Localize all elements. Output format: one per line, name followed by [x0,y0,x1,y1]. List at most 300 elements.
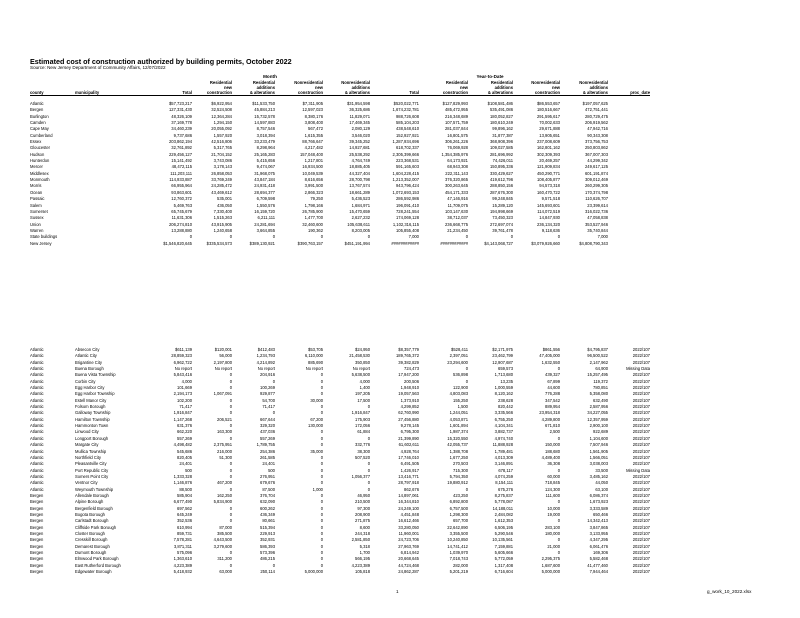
value-cell: 44,724,468 [398,562,419,568]
value-cell: 4,498,482 [173,442,192,448]
county-cell: Bergen [30,499,44,505]
value-cell: 270,503 [453,461,468,467]
value-cell: 437,036 [260,429,275,435]
value-cell: 42,055,737 [447,442,468,448]
value-cell: 1,217,801 [304,158,323,164]
value-cell: 3,333,589 [589,505,608,511]
value-cell: 678,117 [498,467,513,473]
value-cell: 32,524,508 [211,107,232,113]
municipality-cell: East Rutherford Borough [75,562,121,568]
value-cell: 715,300 [453,467,468,473]
value-cell: 352,536 [177,518,192,524]
value-cell: No report [257,366,275,372]
value-cell: 39,382,829 [398,359,419,365]
value-cell: $390,763,157 [297,240,323,246]
value-cell: 659,573 [498,366,513,372]
value-cell: 196,091,410 [395,202,419,208]
value-cell: 566,195 [355,556,370,562]
county-cell: Passaic [30,196,45,202]
value-cell: 197,205 [355,391,370,397]
value-cell: 25,538,292 [349,151,370,157]
value-cell: 4,223,389 [173,562,192,568]
value-cell: 0 [320,505,323,511]
hdr-ytd-res-new-3: construction [419,90,468,96]
value-cell: 0 [320,372,323,378]
value-cell: 286,592,986 [395,196,419,202]
value-cell: 206,919,562 [584,120,608,126]
hdr-ytd-res-add-3: & alterations [468,90,513,96]
hdr-ytd-res-new-1: Residential [445,80,468,85]
value-cell: 38,712,037 [447,215,468,221]
hdr-municipality: municipality [75,90,150,96]
county-cell: Warren [30,227,44,233]
value-cell: 24,401 [179,461,192,467]
proc-date-cell: 2022/107 [632,385,650,391]
value-cell: 206,274,810 [168,221,192,227]
value-cell: 24,281,694 [254,221,275,227]
value-cell: 180,610,249 [489,120,513,126]
municipality-row [30,569,650,575]
value-cell: 436,349 [260,511,275,517]
value-cell: 2,080,129 [351,126,370,132]
county-cell: Atlantic [30,359,44,365]
value-cell: 1,333,328 [173,473,192,479]
county-cell: Bergen [30,530,44,536]
value-cell: 368,908,396 [489,139,513,145]
value-cell: 5,000,000 [541,569,560,575]
value-cell: 8,154,111 [495,480,513,486]
value-cell: 0 [465,486,468,492]
value-cell: 0 [229,372,232,378]
value-cell: 45,884,213 [254,107,275,113]
value-cell: 47,146,916 [447,196,468,202]
municipality-cell: Somers Point City [75,473,109,479]
municipality-cell: Bergenfield Borough [75,505,113,511]
value-cell: 39,761,478 [492,227,513,233]
value-cell: 0 [557,499,560,505]
value-cell: 1,388,708 [449,448,468,454]
value-cell: 0 [320,537,323,543]
municipality-cell: Brigantine City [75,359,102,365]
value-cell: 3,743,086 [213,158,232,164]
value-cell: 16,612,466 [398,518,419,524]
proc-date-cell: 2022/107 [632,543,650,549]
municipality-cell: Cliffside Park Borough [75,524,117,530]
hdr-ytd-res-add-2: additions [494,85,513,90]
value-cell: 34,227,055 [587,410,608,416]
hdr-nonres-add-1: Nonresidential [341,80,370,85]
value-cell: 8,275,837 [494,492,513,498]
county-cell: Atlantic [30,372,44,378]
proc-date-cell: 2022/107 [632,499,650,505]
value-cell: 229,913 [260,530,275,536]
value-cell: 200,506 [404,378,419,384]
value-cell: 6,086,374 [589,492,608,498]
value-cell: 3,485,162 [589,473,608,479]
value-cell: 0 [320,480,323,486]
value-cell: 4,217,482 [304,145,323,151]
value-cell: 373,756,753 [584,139,608,145]
county-cell: Camden [30,120,46,126]
value-cell: 585,904 [177,492,192,498]
value-cell: 0 [367,467,370,473]
value-cell: 4,223,389 [351,562,370,568]
value-cell: 0 [272,410,275,416]
value-cell: 0 [320,429,323,435]
municipality-cell: Hammonton Town [75,423,109,429]
proc-date-cell: 2022/107 [632,461,650,467]
value-cell: 0 [229,562,232,568]
value-cell: 105,818 [355,569,370,575]
value-cell: 675,276 [498,486,513,492]
value-cell: 37,169,778 [171,120,192,126]
proc-date-cell: 2022/107 [632,448,650,454]
value-cell: 353,527,946 [584,221,608,227]
value-cell: 190,362 [308,227,323,233]
value-cell: 0 [229,505,232,511]
value-cell: 102,200 [177,397,192,403]
value-cell: 8,616,656 [304,177,323,183]
value-cell: 610,994 [177,524,192,530]
value-cell: 586,393 [260,543,275,549]
proc-date-cell: 2022/107 [632,505,650,511]
value-cell: 3,808,400 [304,120,323,126]
value-cell: 162,250 [217,492,232,498]
value-cell: 0 [465,378,468,384]
value-cell: 0 [320,550,323,555]
value-cell: 18,661,289 [349,189,370,195]
value-cell: ############ [440,240,468,246]
county-cell: Bergen [30,569,44,575]
value-cell: 1,000,559 [494,385,513,391]
value-cell: 8,203,005 [351,227,370,233]
value-cell: 26,785,900 [302,208,323,214]
value-cell: 657,700 [453,518,468,524]
value-cell: 237,008,609 [536,139,560,145]
value-cell: 632,090 [260,499,275,505]
value-cell: 87,000 [219,524,232,530]
value-cell: 71,417 [179,404,192,410]
county-cell: Hudson [30,151,45,157]
value-cell: 68,943,308 [447,164,468,170]
municipality-cell: Alpine Borough [75,499,104,505]
value-cell: 697,562 [177,505,192,511]
value-cell: 11,829,071 [349,113,370,119]
value-cell: $412,483 [257,347,275,352]
value-cell: 2,900,100 [589,423,608,429]
value-cell: 4,053,871 [449,416,468,422]
value-cell: 439,327 [545,372,560,378]
value-cell: 889,954 [545,404,560,410]
value-cell: 1,677,250 [449,454,468,460]
hdr-nonres-add-3: & alterations [323,90,370,96]
county-cell: Burlington [30,113,49,119]
value-cell: 329,320 [260,423,275,429]
hdr-ytd-nonres-new-1: Nonresidential [531,80,560,85]
value-cell: 585,104,203 [395,120,419,126]
county-cell: Atlantic [30,378,44,384]
value-cell: 23,462,799 [492,353,513,359]
municipality-cell: Carlstadt Borough [75,518,109,524]
county-cell: Bergen [30,492,44,498]
municipality-cell: Folsom Borough [75,404,106,410]
municipality-cell: Egg Harbor Township [75,391,115,397]
group-month-label: Month [263,74,277,79]
value-cell: 11,960,001 [398,530,419,536]
hdr-nonres-new-2: new [314,85,323,90]
value-cell: 44,327,404 [349,170,370,176]
value-cell: ############ [391,240,419,246]
value-cell: 6,211,111 [257,215,275,221]
value-cell: 288,850,156 [489,183,513,189]
value-cell: 21,458,530 [349,353,370,359]
value-cell: 306,261,226 [444,139,468,145]
value-cell: 316,022,736 [584,208,608,214]
value-cell: 33,233,479 [254,139,275,145]
proc-date-cell: 2022/107 [632,550,650,555]
municipality-cell: Edgewater Borough [75,569,112,575]
value-cell: 87,500 [262,486,275,492]
value-cell: 38,300 [357,448,370,454]
value-cell: 63,100 [595,486,608,492]
value-cell: 54,700 [262,397,275,403]
value-cell: 35,000 [310,448,323,454]
county-cell: Ocean [30,189,43,195]
county-cell: Bergen [30,107,44,113]
value-cell: 309,012,469 [584,177,608,183]
value-cell: 367,007,303 [584,151,608,157]
value-cell: 14,741,412 [447,543,468,549]
county-row [30,241,608,247]
value-cell: 2,627,232 [351,215,370,221]
value-cell: 0 [557,234,560,240]
proc-date-cell: 2022/107 [632,378,650,384]
proc-date-cell: 2022/107 [632,486,650,492]
value-cell: 160,470,722 [536,189,560,195]
value-cell: 0 [272,378,275,384]
proc-date-cell: 2022/107 [632,511,650,517]
value-cell: 3,355,500 [449,530,468,536]
county-cell: Atlantic [30,467,44,473]
value-cell: 557,269 [260,435,275,441]
county-cell: Atlantic [30,391,44,397]
value-cell: 0 [557,435,560,441]
group-ytd-label: Year-to-Date [476,74,504,79]
value-cell: 17,947,200 [398,372,419,378]
value-cell: 26,858,053 [211,170,232,176]
report-source: Source: New Jersey Department of Community Affairs, 12/07/2022 [30,65,166,70]
municipality-cell: Hamilton Township [75,416,110,422]
value-cell: 19,057,563 [398,391,419,397]
value-cell: $31,954,598 [346,101,370,106]
value-cell: No report [214,366,232,372]
value-cell: 1,601,894 [449,423,468,429]
value-cell: 24,285,472 [211,183,232,189]
value-cell: 0 [189,234,192,240]
hdr-county: county [30,90,75,96]
value-cell: 600,262 [260,505,275,511]
value-cell: 64,173,921 [447,158,468,164]
value-cell: 515,394 [260,524,275,530]
county-cell: New Jersey [30,240,52,246]
county-cell: Salem [30,202,42,208]
value-cell: 28,859,323 [171,353,192,359]
municipality-cell: Buena Vista Township [75,372,116,378]
value-cell: 21,234,450 [447,227,468,233]
value-cell: 1,244,051 [449,410,468,416]
value-cell: 5,778,087 [494,499,513,505]
value-cell: 0 [229,518,232,524]
value-cell: 15,141,492 [171,158,192,164]
county-cell: Middlesex [30,170,49,176]
value-cell: 4,643,500 [213,537,232,543]
value-cell: 238,628 [498,397,513,403]
value-cell: 20,469,257 [539,158,560,164]
value-cell: 24,931,418 [254,183,275,189]
value-cell: 0 [320,492,323,498]
value-cell: 47,058,838 [587,215,608,221]
municipality-cell: Mullica Township [75,448,107,454]
value-cell: 4,928,764 [400,448,419,454]
value-cell: 1,604,228,415 [392,170,419,176]
value-cell: 7,944,464 [589,569,608,575]
value-cell: 108,405,877 [536,177,560,183]
value-cell: 419,612,796 [489,177,513,183]
hdr-nonres-new-1: Nonresidential [294,80,323,85]
value-cell: 13,416,771 [398,473,419,479]
value-cell: 0 [229,378,232,384]
value-cell: 0 [320,454,323,460]
value-cell: 36,308 [547,461,560,467]
value-cell: 332,776 [355,442,370,448]
value-cell: 1,072,693,153 [392,189,419,195]
value-cell: 31,877,387 [492,132,513,138]
value-cell: 535,001 [217,196,232,202]
value-cell: $86,553,657 [536,101,560,106]
value-cell: 311,200 [217,556,232,562]
value-cell: 486,215 [260,556,275,562]
value-cell: 3,991,500 [304,183,323,189]
value-cell: 51,300 [219,454,232,460]
county-cell: Cumberland [30,132,53,138]
value-cell: 885,690 [308,359,323,365]
value-cell: 6,110,000 [304,353,323,359]
value-cell: 6,757,500 [449,505,468,511]
value-cell: 60,000 [547,473,560,479]
hdr-ytd-nonres-new-2: new [551,85,560,90]
value-cell: 13,905,651 [539,132,560,138]
value-cell: 436,050 [217,202,232,208]
value-cell: 302,309,393 [536,151,560,157]
value-cell: 1,789,481 [494,448,513,454]
value-cell: 8,600 [359,524,370,530]
value-cell: $335,534,573 [206,240,232,246]
value-cell: $389,130,921 [249,240,275,246]
value-cell: 943,796,424 [395,183,419,189]
county-cell: State buildings [30,234,58,240]
county-cell: Cape May [30,126,49,132]
value-cell: 545,686 [177,448,192,454]
value-cell: 180,052,827 [489,113,513,119]
value-cell: 14,847,930 [539,215,560,221]
value-cell: 249,617,125 [584,164,608,170]
hdr-nonres-new-3: construction [275,90,323,96]
value-cell: 6,061,476 [589,543,608,549]
value-cell: 88,766,647 [302,139,323,145]
value-cell: 6,892,800 [449,499,468,505]
value-cell: 718,845 [545,480,560,486]
value-cell: 9,737,686 [173,132,192,138]
value-cell: 1,102,316,115 [392,221,419,227]
value-cell: $127,829,993 [442,101,468,106]
value-cell: 3,146,891 [494,461,513,467]
value-cell: 103,147,630 [444,208,468,214]
value-cell: 3,133,955 [589,530,608,536]
proc-date-cell: 2022/107 [632,518,650,524]
value-cell: 44,600 [547,385,560,391]
value-cell: 48,472,115 [171,164,192,170]
value-cell: 24,862,287 [398,569,419,575]
value-cell: 79,250 [310,196,323,202]
value-cell: $1,546,820,645 [163,240,192,246]
value-cell: $4,143,068,727 [484,240,513,246]
value-cell: 5,638,500 [351,372,370,378]
value-cell: 63,000 [219,569,232,575]
hdr-total: Total [150,90,192,96]
value-cell: 41,477,460 [587,562,608,568]
value-cell: 32,460,600 [302,221,323,227]
value-cell: 4,347,295 [589,537,608,543]
value-cell: 223,368,531 [395,158,419,164]
value-cell: 0 [229,385,232,391]
value-cell: 671,810 [545,423,560,429]
value-cell: 5,605,666 [494,550,513,555]
value-cell: 43,847,184 [254,177,275,183]
value-cell: 5,843,416 [173,372,192,378]
value-cell: 109,027,585 [489,145,513,151]
value-cell: 0 [320,391,323,397]
value-cell: 575,096 [177,550,192,555]
county-cell: Morris [30,183,42,189]
value-cell: 11,709,075 [447,202,468,208]
municipality-cell: Northfield City [75,454,102,460]
value-cell: 0 [557,366,560,372]
value-cell: $451,191,994 [344,240,370,246]
value-cell: 667,644 [260,416,275,422]
county-cell: Sussex [30,215,44,221]
value-cell: 3,038,003 [589,461,608,467]
county-cell: Atlantic [30,423,44,429]
value-cell: 1,104,600 [589,435,608,441]
value-cell: 2,147,962 [589,359,608,365]
value-cell: 0 [320,530,323,536]
value-cell: 24,401 [262,461,275,467]
value-cell: 5,582,468 [589,556,608,562]
value-cell: 15,470,659 [349,208,370,214]
value-cell: 6,709,598 [256,196,275,202]
value-cell: 216,348,689 [444,113,468,119]
value-cell: $6,922,954 [211,101,232,106]
county-cell: Atlantic [30,448,44,454]
value-cell: 4,000 [359,378,370,384]
hdr-res-add-3: & alterations [232,90,275,96]
value-cell: No report [352,366,370,372]
value-cell: 5,436,523 [351,196,370,202]
value-cell: 1,612,353 [494,518,513,524]
value-cell: 62,760,990 [398,410,419,416]
value-cell: 7,018,743 [449,556,468,562]
value-cell: 172,056 [355,423,370,429]
